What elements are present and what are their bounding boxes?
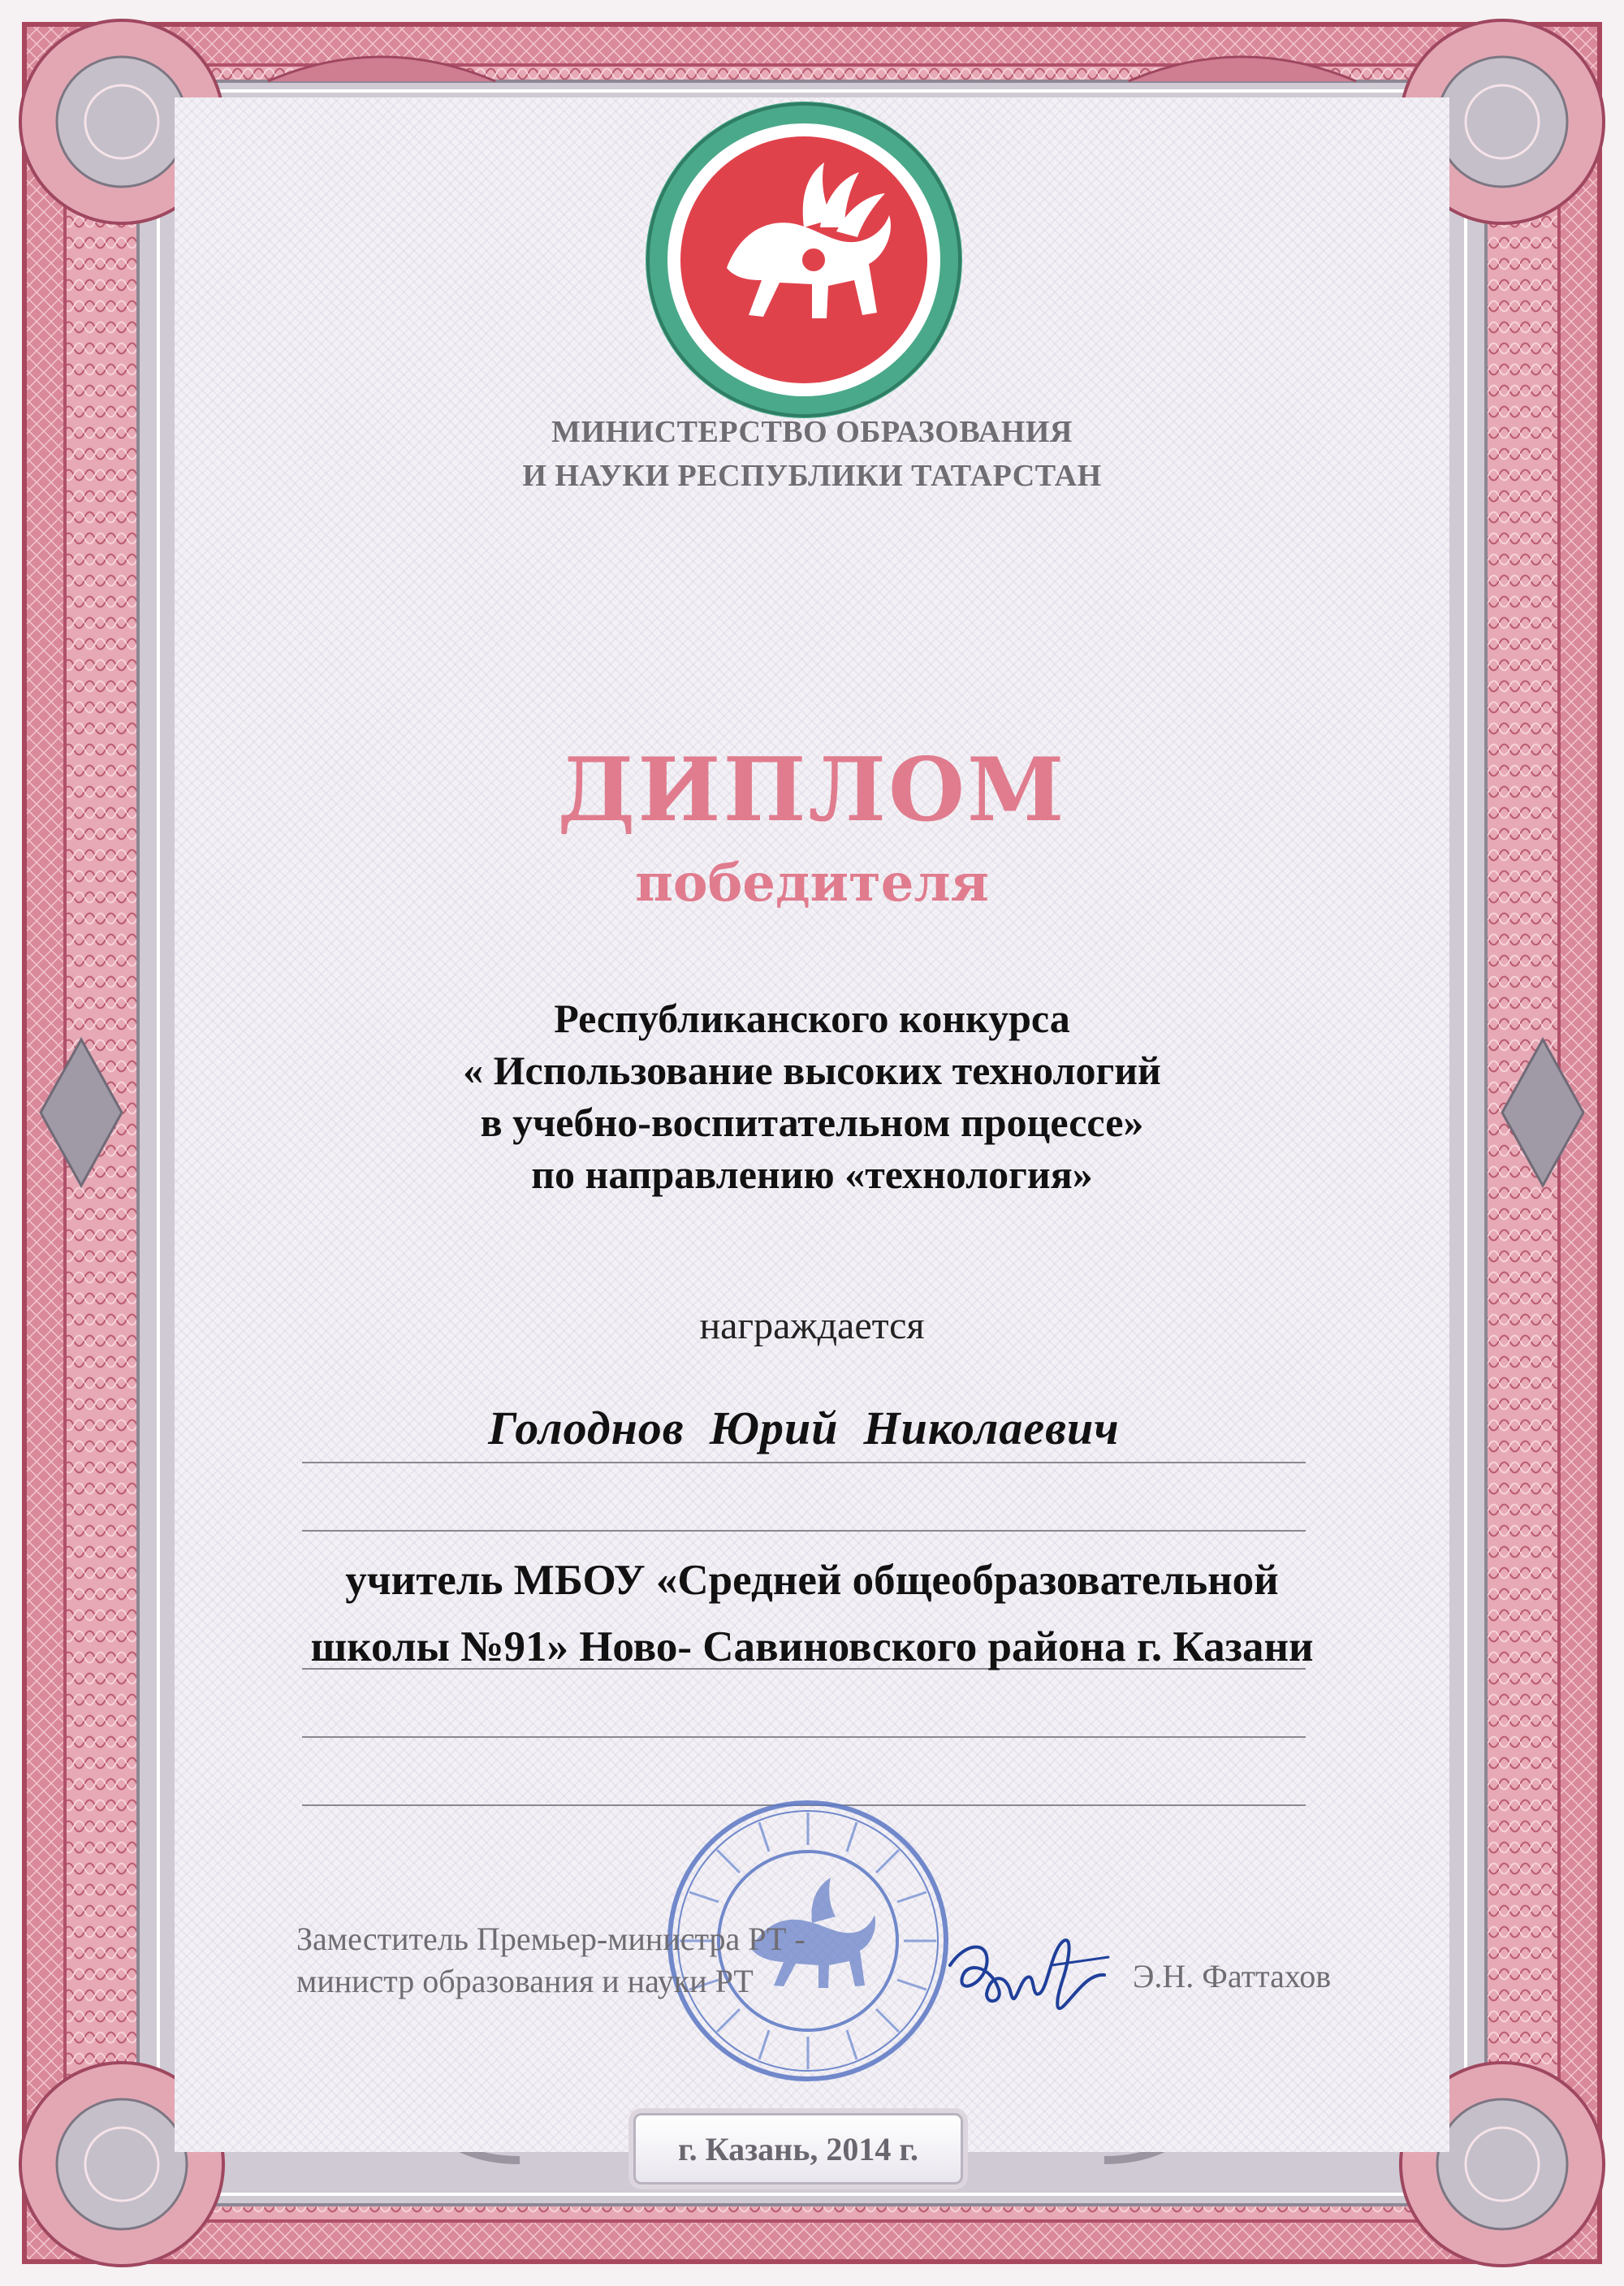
fill-line — [302, 1462, 1306, 1463]
ministry-line-2: И НАУКИ РЕСПУБЛИКИ ТАТАРСТАН — [522, 459, 1102, 493]
tatarstan-emblem-icon — [641, 97, 966, 422]
handwritten-signature — [942, 1917, 1121, 2030]
position-line-2: школы №91» Ново- Савиновского района г. Казани — [310, 1623, 1314, 1670]
footer-plaque — [633, 2113, 963, 2184]
contest-line-3: в учебно-воспитательном процессе» — [480, 1100, 1144, 1145]
awarded-label: награждается — [699, 1304, 925, 1347]
ministry-name — [406, 410, 1218, 498]
signer-name: Э.Н. Фаттахов — [1133, 1958, 1332, 1994]
contest-description — [244, 992, 1380, 1200]
position-line-1: учитель МБОУ «Средней общеобразовательной — [345, 1557, 1279, 1604]
fill-line — [302, 1736, 1306, 1738]
contest-line-1: Республиканского конкурса — [554, 996, 1070, 1041]
diploma-subtitle: победителя — [635, 853, 989, 914]
diploma-title: ДИПЛОМ — [557, 739, 1067, 841]
contest-line-4: по направлению «технология» — [531, 1152, 1093, 1197]
fill-line — [302, 1530, 1306, 1532]
ministry-line-1: МИНИСТЕРСТВО ОБРАЗОВАНИЯ — [551, 415, 1073, 449]
signer-title — [296, 1918, 806, 2003]
contest-line-2: « Использование высоких технологий — [463, 1048, 1161, 1093]
recipient-position — [154, 1547, 1470, 1680]
place-and-year: г. Казань, 2014 г. — [677, 2130, 919, 2167]
signer-title-line-2: министр образования и науки РТ — [296, 1963, 754, 1999]
recipient-name: Голоднов Юрий Николаевич — [488, 1402, 1120, 1454]
signer-title-line-1: Заместитель Премьер-министра РТ - — [296, 1921, 806, 1957]
